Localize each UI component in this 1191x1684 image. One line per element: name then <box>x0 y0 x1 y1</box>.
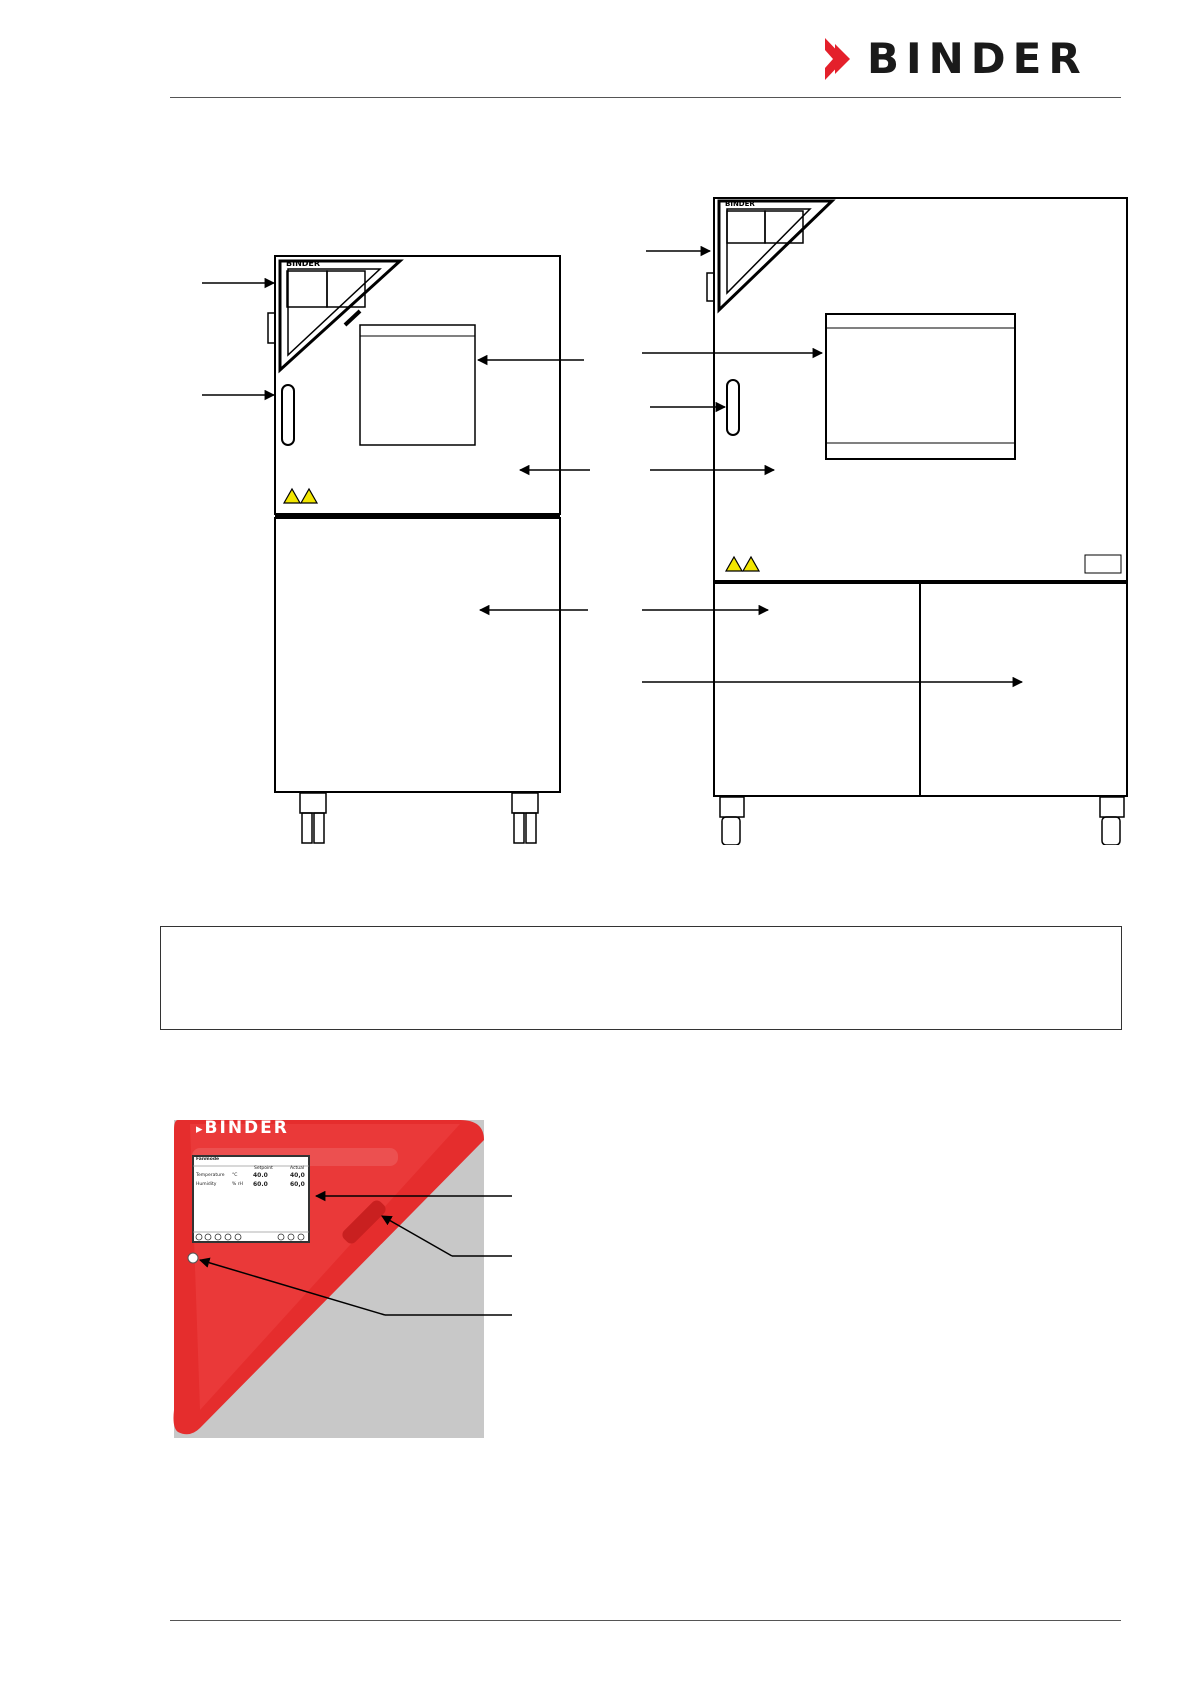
small-chamber-castor-left <box>300 793 326 843</box>
warning-triangle-icon <box>284 489 300 503</box>
large-chamber-window <box>826 314 1015 459</box>
warning-triangle-icon <box>726 557 742 571</box>
type-plate <box>1085 555 1121 573</box>
large-chamber-display <box>727 211 765 243</box>
large-chamber-logo: BINDER <box>725 200 755 208</box>
small-chamber-callout-arrows <box>202 283 590 610</box>
screen-row-humidity: Humidity % rH 60.0 60,0 <box>196 1181 305 1188</box>
small-chamber-castor-right <box>512 793 538 843</box>
small-chamber-window <box>360 325 475 445</box>
caption-box <box>160 926 1122 1030</box>
chamber-front-views-figure <box>180 185 1140 845</box>
screen-col-actual: Actual <box>290 1166 305 1171</box>
small-chamber-control-panel <box>280 261 400 370</box>
cold-warning-icon <box>743 557 759 571</box>
footer-divider <box>170 1620 1121 1621</box>
panel-brand-label: ▸BINDER <box>196 1118 289 1138</box>
brand-wordmark: BINDER <box>867 34 1088 83</box>
cold-warning-icon <box>301 489 317 503</box>
large-chamber-control-panel <box>719 201 832 310</box>
screen-content <box>196 1157 306 1227</box>
large-chamber-castor-left <box>720 797 744 845</box>
panel-logo-arrow-icon: ▸ <box>196 1122 205 1137</box>
screen-col-setpoint: Setpoint <box>254 1166 273 1171</box>
large-chamber-door-handle <box>727 380 739 435</box>
small-chamber-display <box>287 271 327 307</box>
screen-row-temperature: Temperature °C 40.0 40,0 <box>196 1172 305 1179</box>
large-chamber-castor-right <box>1100 797 1124 845</box>
header-divider <box>170 97 1121 98</box>
control-panel-closeup-figure <box>160 1110 540 1440</box>
small-chamber-lower-section <box>275 518 560 792</box>
small-chamber-logo: BINDER <box>286 259 321 268</box>
large-chamber-unit <box>707 198 1127 845</box>
large-chamber-callout-arrows <box>642 251 1022 682</box>
small-chamber-unit <box>268 256 560 843</box>
logo-wrapper <box>825 34 1121 83</box>
status-led-icon <box>188 1253 198 1263</box>
screen-title: Fanmode <box>196 1157 220 1162</box>
small-chamber-door-handle <box>282 385 294 445</box>
small-chamber-upper-door <box>275 256 560 514</box>
